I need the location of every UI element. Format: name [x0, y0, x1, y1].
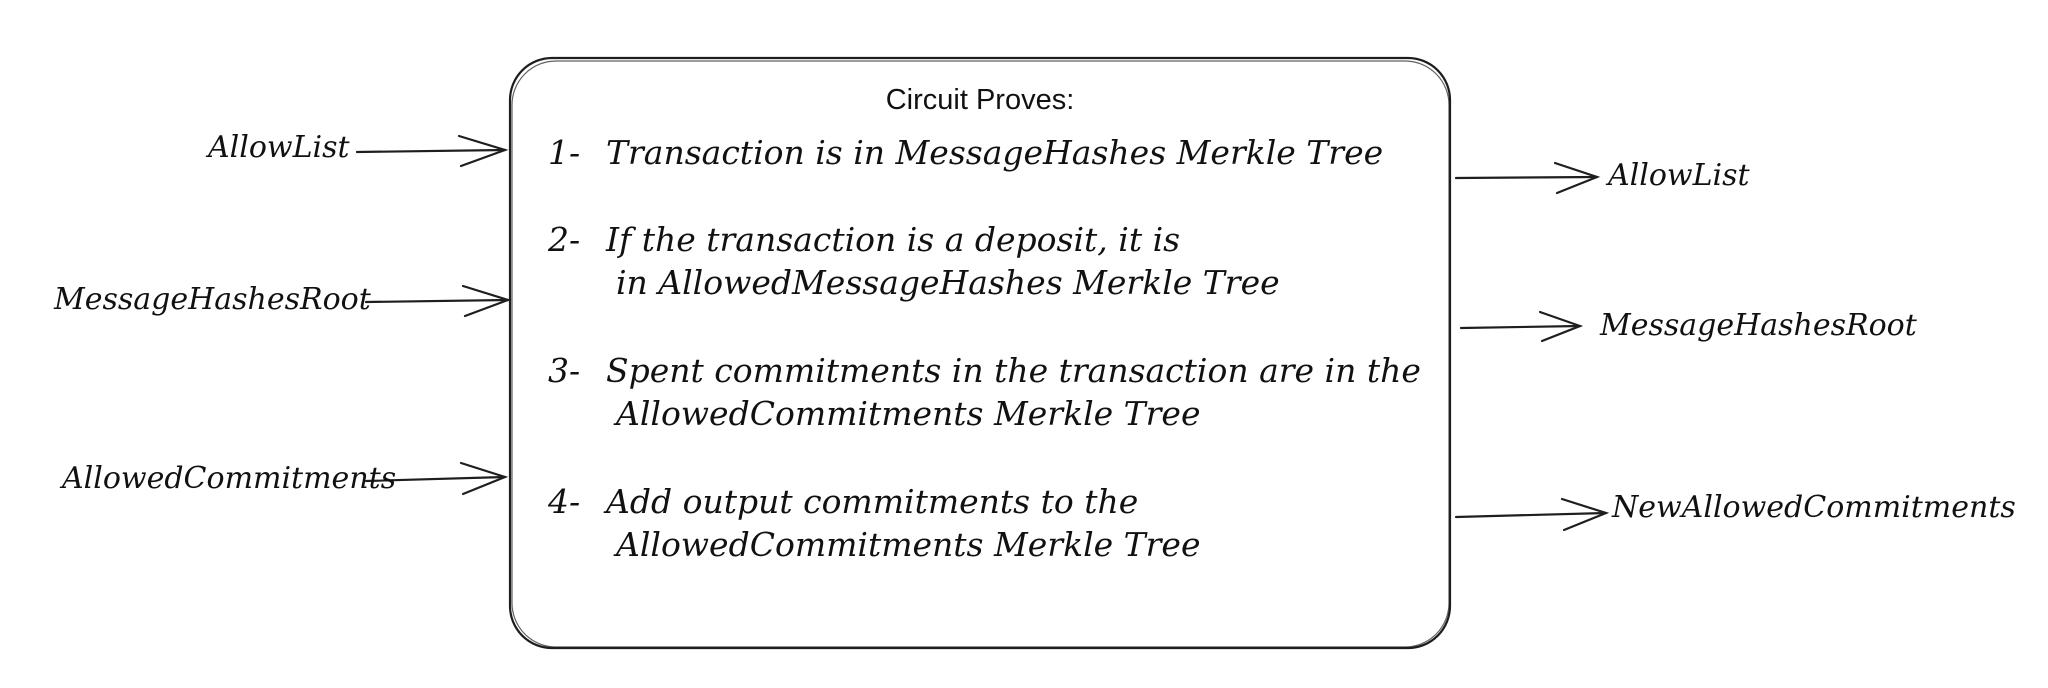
step-text: Spent commitments in the transaction are in the [606, 351, 1421, 390]
step-3 [548, 349, 1421, 435]
circuit-title: Circuit Proves: [885, 84, 1075, 116]
step-number: 2- [548, 220, 581, 259]
step-number: 4- [548, 482, 581, 521]
step-2 [548, 218, 1280, 304]
arrow-in-messagehashesroot [366, 286, 508, 316]
step-text-continued: AllowedCommitments Merkle Tree [616, 394, 1201, 433]
step-text-continued: in AllowedMessageHashes Merkle Tree [616, 263, 1280, 302]
input-label-allowedcommitments: AllowedCommitments [62, 461, 397, 496]
input-label-messagehashesroot: MessageHashesRoot [54, 282, 371, 317]
output-label-allowlist: AllowList [1608, 158, 1750, 193]
step-text: If the transaction is a deposit, it is [606, 220, 1181, 259]
step-number: 1- [548, 133, 581, 172]
output-label-newallowedcommitments: NewAllowedCommitments [1612, 490, 2016, 525]
step-text: Add output commitments to the [606, 482, 1139, 521]
step-4 [548, 480, 1201, 566]
arrow-in-allowlist [357, 136, 505, 166]
arrow-out-newallowedcommitments [1456, 499, 1606, 530]
step-number: 3- [548, 351, 581, 390]
output-label-messagehashesroot: MessageHashesRoot [1600, 308, 1917, 343]
step-text: Transaction is in MessageHashes Merkle Tree [606, 133, 1384, 172]
arrow-out-messagehashesroot [1461, 312, 1580, 341]
arrow-out-allowlist [1456, 163, 1597, 193]
input-label-allowlist: AllowList [208, 130, 350, 165]
step-1 [548, 131, 1383, 174]
step-text-continued: AllowedCommitments Merkle Tree [616, 525, 1201, 564]
